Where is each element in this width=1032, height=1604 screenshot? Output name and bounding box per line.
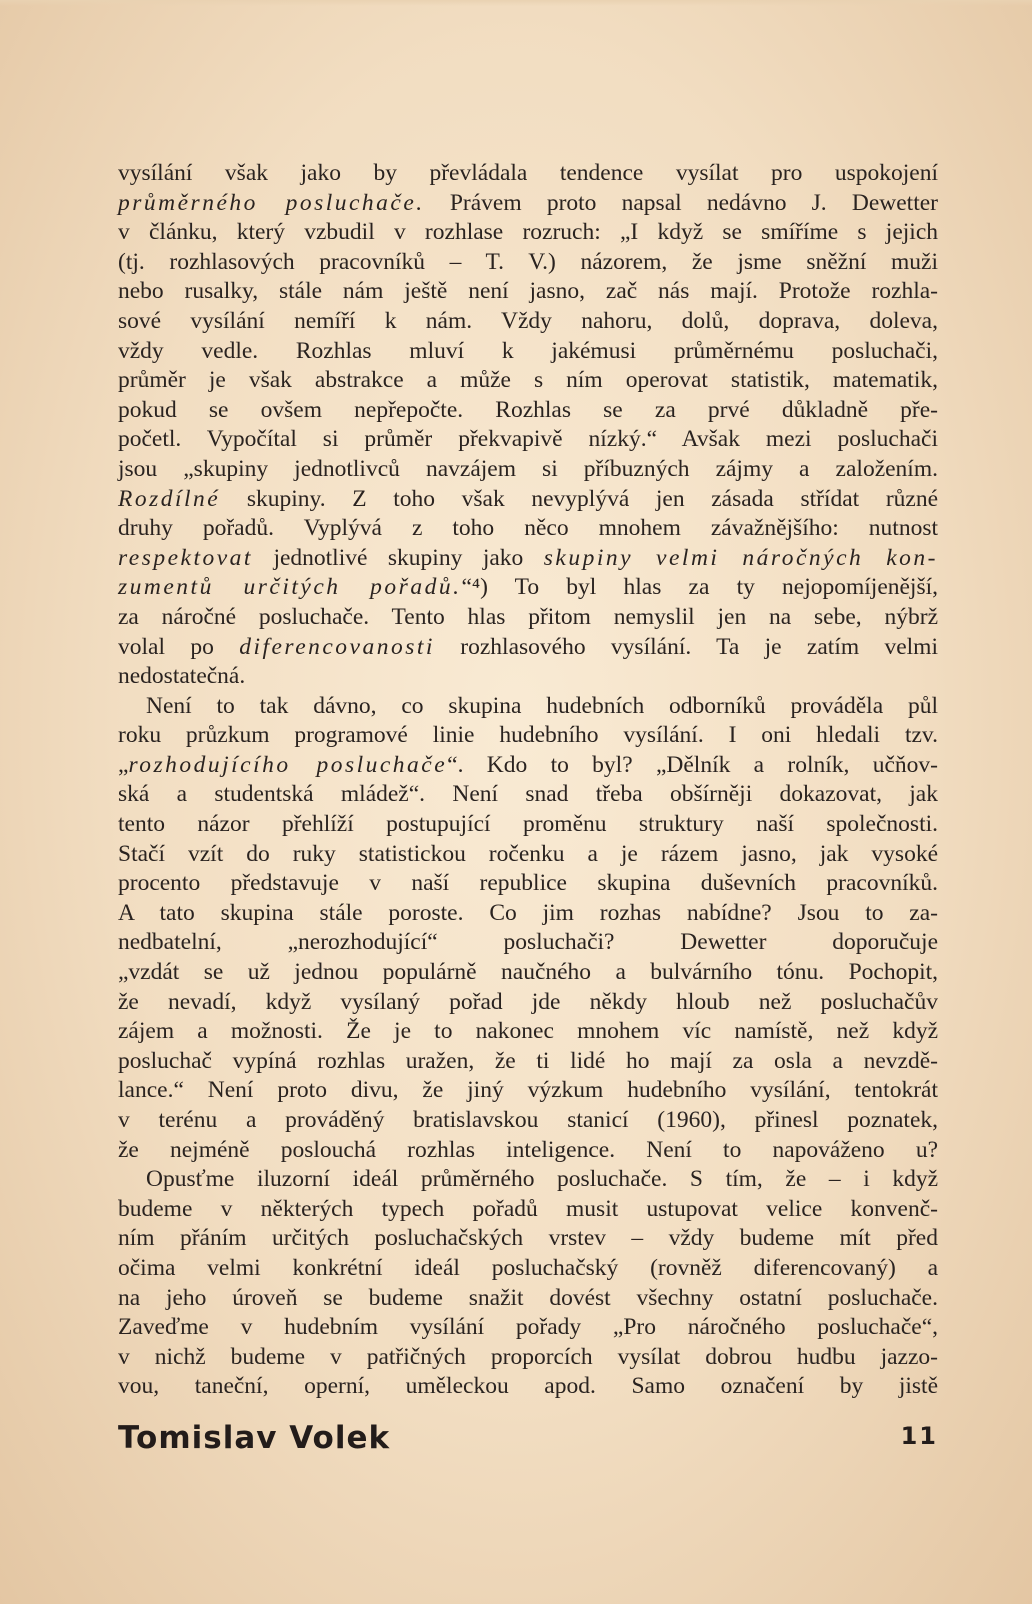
emphasized-text: skupiny velmi náročných kon- xyxy=(543,544,938,571)
text-run: v článku, který vzbudil v rozhlase rozruch: „I když se smíříme s jejich xyxy=(118,219,938,246)
text-line xyxy=(118,603,938,633)
page-edge xyxy=(0,0,1032,6)
text-run: procento představuje v naší republice skupina duševních pracovníků. xyxy=(118,870,938,897)
text-line xyxy=(118,307,938,337)
text-run: že nejméně poslouchá rozhlas inteligence. Není to napováženo u? xyxy=(118,1136,938,1163)
text-run: Opusťme iluzorní ideál průměrného posluchače. S tím, že – i když xyxy=(146,1166,938,1193)
text-run: ním přáním určitých posluchačských vrstev – vždy budeme mít před xyxy=(118,1225,938,1252)
text-line xyxy=(118,721,938,751)
text-line xyxy=(118,1343,938,1373)
text-line xyxy=(118,159,938,189)
body-text xyxy=(118,159,938,1402)
text-run: A tato skupina stále poroste. Co jim rozhas nabídne? Jsou to za- xyxy=(118,899,938,926)
text-run: že nevadí, když vysílaný pořad jde někdy hloub než posluchačův xyxy=(118,988,938,1015)
text-run: vždy vedle. Rozhlas mluví k jakémusi průměrnému posluchači, xyxy=(118,337,938,364)
text-run: Není to tak dávno, co skupina hudebních odborníků prováděla půl xyxy=(146,692,938,719)
text-run: jsou „skupiny jednotlivců navzájem si příbuzných zájmy a založením. xyxy=(118,455,938,482)
text-line xyxy=(118,928,938,958)
text-line xyxy=(118,1254,938,1284)
text-line xyxy=(118,633,938,663)
text-line xyxy=(118,455,938,485)
page-number: 11 xyxy=(900,1422,938,1450)
text-line xyxy=(118,514,938,544)
text-line xyxy=(118,1313,938,1343)
text-run: druhy pořadů. Vyplývá z toho něco mnohem závažnějšího: nutnost xyxy=(118,515,938,542)
text-run: očima velmi konkrétní ideál posluchačský (rovněž diferencovaný) a xyxy=(118,1254,938,1281)
text-line xyxy=(118,1284,938,1314)
text-line xyxy=(118,751,938,781)
text-run: posluchač vypíná rozhlas uražen, že ti lidé ho mají za osla a nevzdě- xyxy=(118,1047,938,1074)
text-line xyxy=(118,425,938,455)
emphasized-text: zumentů určitých pořadů. xyxy=(118,574,462,601)
text-line xyxy=(118,869,938,899)
text-line xyxy=(118,485,938,515)
text-run: rozhlasového vysílání. Ta je zatím velmi xyxy=(434,633,938,660)
text-line xyxy=(118,1372,938,1402)
text-run: nedbatelní, „nerozhodující“ posluchači? Dewetter doporučuje xyxy=(118,929,938,956)
text-run: roku průzkum programové linie hudebního vysílání. I oni hledali tzv. xyxy=(118,722,938,749)
text-run: v nichž budeme v patřičných proporcích vysílat dobrou hudbu jazzo- xyxy=(118,1343,938,1370)
text-run: lance.“ Není proto divu, že jiný výzkum hudebního vysílání, tentokrát xyxy=(118,1077,938,1104)
text-line xyxy=(118,692,938,722)
text-run: volal po xyxy=(118,633,240,660)
author-name: Tomislav Volek xyxy=(118,1420,391,1456)
emphasized-text: diferencovanosti xyxy=(239,633,435,660)
text-run: tento názor přehlíží postupující proměnu struktury naší společnosti. xyxy=(118,811,938,838)
text-run: (tj. rozhlasových pracovníků – T. V.) názorem, že jsme sněžní muži xyxy=(118,248,938,275)
text-run: Právem proto napsal nedávno J. Dewetter xyxy=(424,189,938,216)
text-run: skupiny. Z toho však nevyplývá jen zásada střídat různé xyxy=(220,485,938,512)
text-line xyxy=(118,662,938,692)
text-run: na jeho úroveň se budeme snažit dovést všechny ostatní posluchače. xyxy=(118,1284,938,1311)
text-line xyxy=(118,1076,938,1106)
text-line xyxy=(118,1224,938,1254)
text-line xyxy=(118,248,938,278)
text-run: ská a studentská mládež“. Není snad třeba obšírněji dokazovat, jak xyxy=(118,781,938,808)
text-run: v terénu a prováděný bratislavskou stanicí (1960), přinesl poznatek, xyxy=(118,1107,938,1133)
text-run: jednotlivé skupiny jako xyxy=(252,544,544,571)
text-run: „ xyxy=(118,751,129,778)
text-line xyxy=(118,544,938,574)
text-line xyxy=(118,958,938,988)
text-line xyxy=(118,840,938,870)
text-line xyxy=(118,1195,938,1225)
text-run: nebo rusalky, stále nám ještě není jasno, zač nás mají. Protože rozhla- xyxy=(118,278,938,305)
text-line xyxy=(118,573,938,603)
text-run: za náročné posluchače. Tento hlas přitom nemyslil jen na sebe, nýbrž xyxy=(118,603,938,630)
text-run: Stačí vzít do ruky statistickou ročenku a je rázem jasno, jak vysoké xyxy=(118,840,938,867)
page-footer xyxy=(118,1420,938,1460)
text-run: vou, taneční, operní, uměleckou apod. Samo označení by jistě xyxy=(118,1373,938,1400)
text-line xyxy=(118,189,938,219)
text-run: “⁴) To byl hlas za ty nejopomíjenější, xyxy=(461,574,939,601)
text-line xyxy=(118,1106,938,1136)
text-line xyxy=(118,988,938,1018)
text-run: zájem a možnosti. Že je to nakonec mnohem víc namístě, než když xyxy=(118,1018,938,1045)
text-run: budeme v některých typech pořadů musit ustupovat velice konvenč- xyxy=(118,1195,938,1222)
text-run: průměr je však abstrakce a může s ním operovat statistik, matematik, xyxy=(118,367,938,394)
text-line xyxy=(118,366,938,396)
text-line xyxy=(118,1165,938,1195)
text-line xyxy=(118,277,938,307)
text-run: “. Kdo to byl? „Dělník a rolník, učňov- xyxy=(447,751,939,778)
text-line xyxy=(118,1136,938,1166)
text-line xyxy=(118,810,938,840)
emphasized-text: rozhodujícího posluchače xyxy=(128,751,448,778)
text-run: početl. Vypočítal si průměr překvapivě nízký.“ Avšak mezi posluchači xyxy=(118,426,938,453)
text-line xyxy=(118,899,938,929)
emphasized-text: průměrného posluchače. xyxy=(118,189,425,216)
text-run: sové vysílání nemíří k nám. Vždy nahoru, dolů, doprava, doleva, xyxy=(118,307,938,334)
text-line xyxy=(118,337,938,367)
text-line xyxy=(118,780,938,810)
text-run: „vzdát se už jednou populárně naučného a bulvárního tónu. Pochopit, xyxy=(118,959,938,986)
text-run: pokud se ovšem nepřepočte. Rozhlas se za prvé důkladně pře- xyxy=(118,396,938,423)
emphasized-text: Rozdílné xyxy=(118,485,221,512)
text-line xyxy=(118,396,938,426)
text-run: vysílání však jako by převládala tendence vysílat pro uspokojení xyxy=(118,160,938,186)
text-line xyxy=(118,218,938,248)
text-line xyxy=(118,1047,938,1077)
text-run: Zaveďme v hudebním vysílání pořady „Pro náročného posluchače“, xyxy=(118,1314,938,1341)
text-run: nedostatečná. xyxy=(118,663,246,690)
text-line xyxy=(118,1017,938,1047)
emphasized-text: respektovat xyxy=(118,544,253,571)
